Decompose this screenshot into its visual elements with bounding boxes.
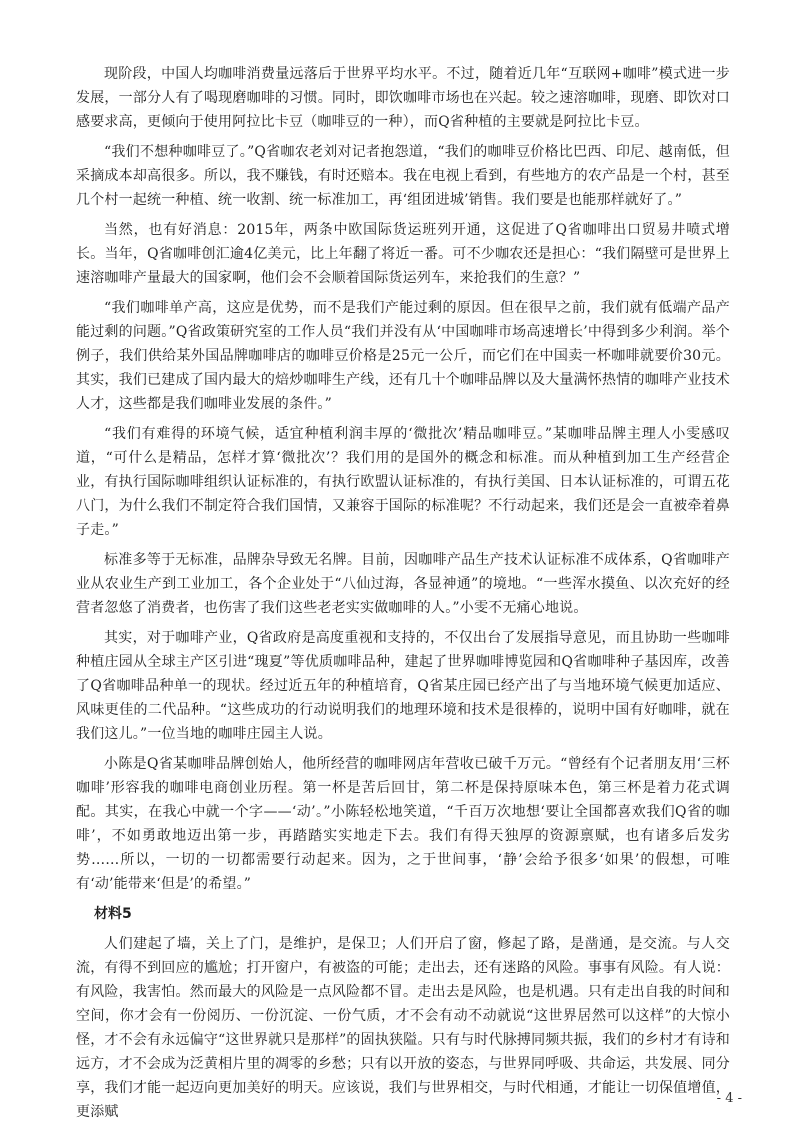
paragraph: “我们咖啡单产高，这应是优势，而不是我们产能过剩的原因。但在很早之前，我们就有低端产品产能过剩的问题。”Q省政策研究室的工作人员“我们并没有从‘中国咖啡市场高速增长’中得到多少利润。举个例子，我们供给某外国品牌咖啡店的咖啡豆价格是25元一公斤，而它们在中国卖一杯咖啡就要价30元。其实，我们已建成了国内最大的焙炒咖啡生产线，还有几十个咖啡品牌以及大量满怀热情的咖啡产业技术人才，这些都是我们咖啡业发展的条件。” bbox=[76, 300, 730, 412]
paragraph: “我们不想种咖啡豆了。”Q省咖农老刘对记者抱怨道，“我们的咖啡豆价格比巴西、印尼、越南低，但采摘成本却高很多。所以，我不赚钱，有时还赔本。我在电视上看到，有些地方的农产品是一个村，甚至几个村一起统一种植、统一收割、统一标准加工，再‘组团进城’销售。我们要是也能那样就好了。” bbox=[76, 144, 730, 208]
paragraph: 现阶段，中国人均咖啡消费量远落后于世界平均水平。不过，随着近几年“互联网+咖啡”模式进一步发展，一部分人有了喝现磨咖啡的习惯。同时，即饮咖啡市场也在兴起。较之速溶咖啡，现磨、即饮对口感要求高，更倾向于使用阿拉比卡豆（咖啡豆的一种），而Q省种植的主要就是阿拉比卡豆。 bbox=[76, 66, 730, 130]
page-number: - 4 - bbox=[716, 1091, 742, 1106]
paragraph: “我们有难得的环境气候，适宜种植利润丰厚的‘微批次’精品咖啡豆。”某咖啡品牌主理人小雯感叹道，“可什么是精品，怎样才算‘微批次’？我们用的是国外的概念和标准。而从种植到加工生产经营企业，有执行国际咖啡组织认证标准的，有执行欧盟认证标准的，有执行美国、日本认证标准的，可谓五花八门，为什么我们不制定符合我们国情，又兼容于国际的标准呢？不行动起来，我们还是会一直被牵着鼻子走。” bbox=[76, 426, 730, 538]
document-page bbox=[76, 62, 730, 1130]
paragraph: 人们建起了墙，关上了门，是维护，是保卫；人们开启了窗，修起了路，是凿通，是交流。与人交流，有得不到回应的尴尬；打开窗户，有被盗的可能；走出去，还有迷路的风险。事事有风险。有人说：有风险，我害怕。然而最大的风险是一点风险都不冒。走出去是风险，也是机遇。只有走出自我的时间和空间，你才会有一份阅历、一份沉淀、一份气质，才不会有动不动就说“这世界居然可以这样”的大惊小怪，才不会有永远偏守“这世界就只是那样”的固执狭隘。只有与时代脉搏同频共振，我们的乡村才有诗和远方，才不会成为泛黄相片里的凋零的乡愁；只有以开放的姿态，与世界同呼吸、共命运，共发展、同分享，我们才能一起迈向更加美好的明天。应该说，我们与世界相交，与时代相通，才能让一切保值增值，更添赋 bbox=[76, 936, 730, 1120]
paragraph: 小陈是Q省某咖啡品牌创始人，他所经营的咖啡网店年营收已破千万元。“曾经有个记者朋友用‘三杯咖啡’形容我的咖啡电商创业历程。第一杯是苦后回甘，第二杯是保持原味本色，第三杯是着力花式调配。其实，在我心中就一个字——‘动’。”小陈轻松地笑道，“千百万次地想‘要让全国都喜欢我们Q省的咖啡’，不如勇敢地迈出第一步，再踏踏实实地走下去。我们有得天独厚的资源禀赋，也有诸多后发劣势……所以，一切的一切都需要行动起来。因为，之于世间事，‘静’会给予很多‘如果’的假想，可唯有‘动’能带来‘但是’的希望。” bbox=[76, 756, 730, 892]
paragraph: 当然，也有好消息：2015年，两条中欧国际货运班列开通，这促进了Q省咖啡出口贸易井喷式增长。当年，Q省咖啡创汇逾4亿美元，比上年翻了将近一番。可不少咖农还是担心：“我们隔壁可是世界上速溶咖啡产量最大的国家啊，他们会不会顺着国际货运列车，来抢我们的生意？” bbox=[76, 222, 730, 286]
paragraph: 标准多等于无标准，品牌杂导致无名牌。目前，因咖啡产品生产技术认证标准不成体系，Q省咖啡产业从农业生产到工业加工，各个企业处于“八仙过海，各显神通”的境地。“一些浑水摸鱼、以次充好的经营者忽悠了消费者，也伤害了我们这些老老实实做咖啡的人。”小雯不无痛心地说。 bbox=[76, 552, 730, 616]
section-heading: 材料5 bbox=[94, 906, 132, 922]
paragraph: 其实，对于咖啡产业，Q省政府是高度重视和支持的，不仅出台了发展指导意见，而且协助一些咖啡种植庄园从全球主产区引进“瑰夏”等优质咖啡品种，建起了世界咖啡博览园和Q省咖啡种子基因库，改善了Q省咖啡品种单一的现状。经过近五年的种植培育，Q省某庄园已经产出了与当地环境气候更加适应、风味更佳的二代品种。“这些成功的行动说明我们的地理环境和技术是很棒的，说明中国有好咖啡，就在我们这儿。”一位当地的咖啡庄园主人说。 bbox=[76, 630, 730, 742]
